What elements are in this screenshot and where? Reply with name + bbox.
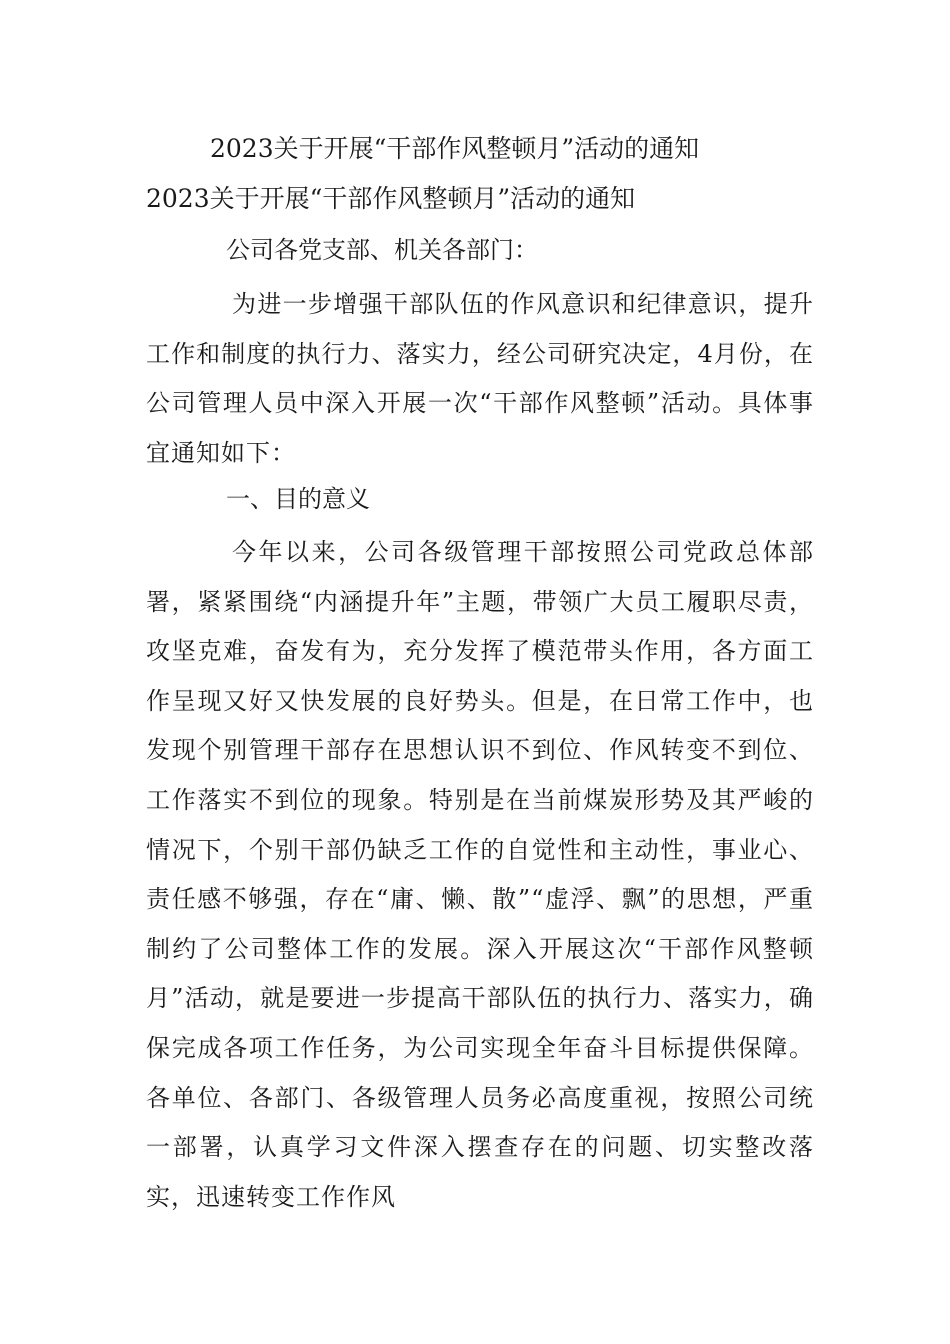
- document-subtitle: 2023关于开展“干部作风整顿月”活动的通知: [146, 184, 636, 213]
- section-heading: 一、目的意义: [226, 485, 370, 513]
- intro-paragraph: 为进一步增强干部队伍的作风意识和纪律意识，提升工作和制度的执行力、落实力，经公司研究决定，4月份，在公司管理人员中深入开展一次“干部作风整顿”活动。具体事宜通知如下：: [146, 290, 814, 467]
- salutation: 公司各党支部、机关各部门：: [226, 236, 538, 264]
- document-title: 2023关于开展“干部作风整顿月”活动的通知: [210, 134, 700, 163]
- section-body-paragraph: 今年以来，公司各级管理干部按照公司党政总体部署，紧紧围绕“内涵提升年”主题，带领广大员工履职尽责，攻坚克难，奋发有为，充分发挥了模范带头作用，各方面工作呈现又好又快发展的良好势头。但是，在日常工作中，也发现个别管理干部存在思想认识不到位、作风转变不到位、工作落实不到位的现象。特别是在当前煤炭形势及其严峻的情况下，个别干部仍缺乏工作的自觉性和主动性，事业心、责任感不够强，存在“庸、懒、散”“虚浮、飘”的思想，严重制约了公司整体工作的发展。深入开展这次“干部作风整顿月”活动，就是要进一步提高干部队伍的执行力、落实力，确保完成各项工作任务，为公司实现全年奋斗目标提供保障。各单位、各部门、各级管理人员务必高度重视，按照公司统一部署，认真学习文件深入摆查存在的问题、切实整改落实，迅速转变工作作风: [146, 538, 814, 1211]
